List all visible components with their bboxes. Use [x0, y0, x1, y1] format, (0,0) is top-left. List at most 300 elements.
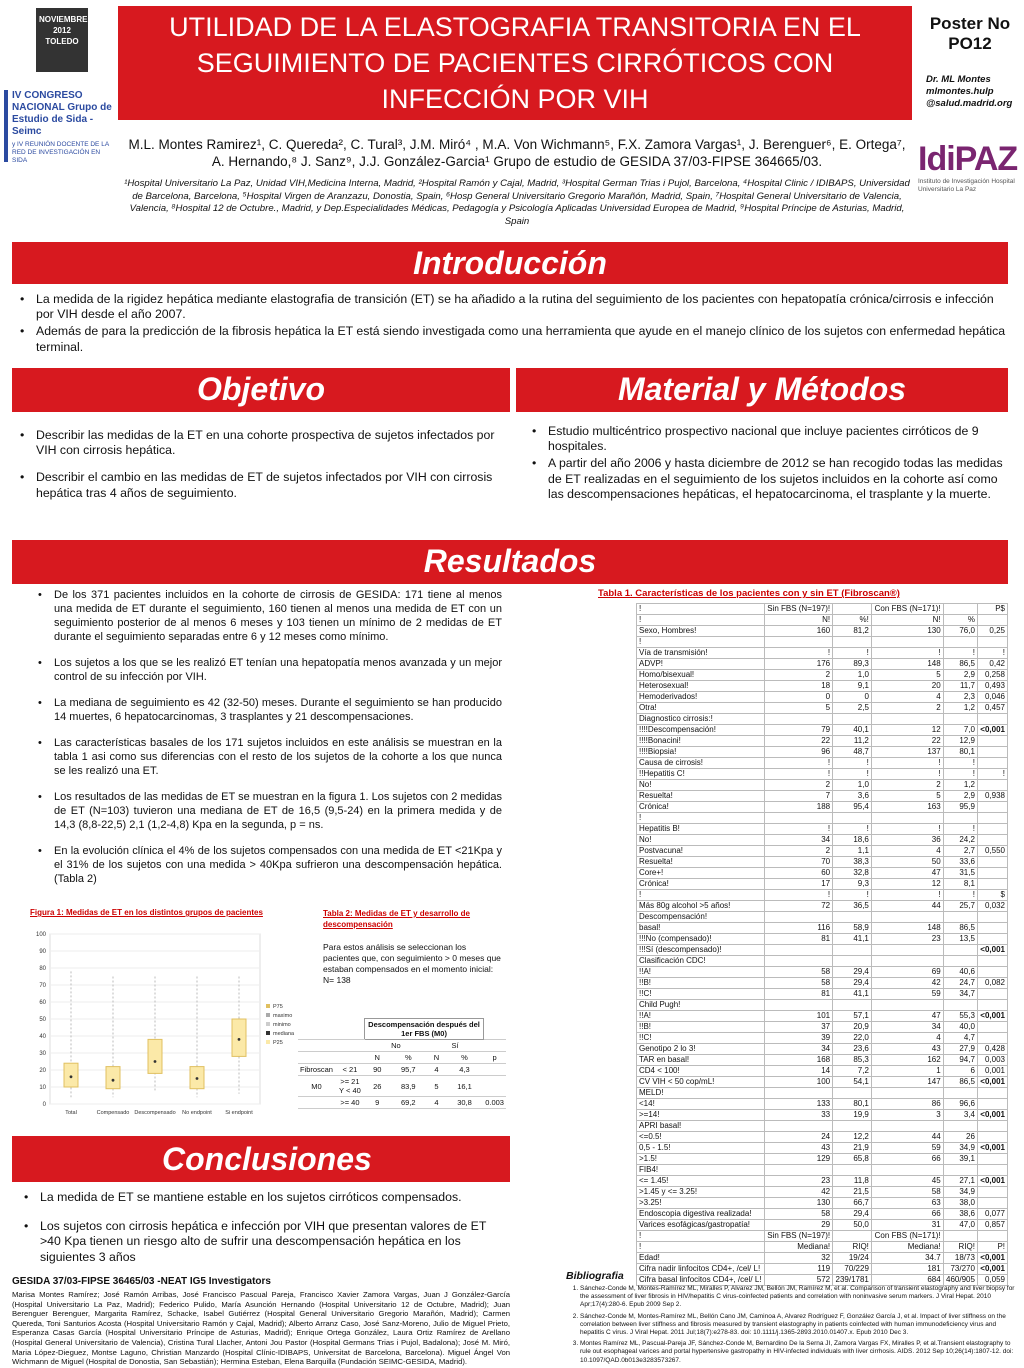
table1-cell: 41,1	[833, 989, 872, 1000]
table1-cell	[977, 967, 1007, 978]
table1-row	[637, 791, 1008, 802]
table1-cell: Hemoderivados!	[637, 692, 765, 703]
table1-cell: !	[833, 769, 872, 780]
table1-cell	[977, 780, 1007, 791]
table1-cell: 38,0	[943, 1198, 977, 1209]
table1-row	[637, 1209, 1008, 1220]
table1-row	[637, 769, 1008, 780]
table1-cell: Diagnostico cirrosis:!	[637, 714, 765, 725]
table1-row	[637, 956, 1008, 967]
table1-cell: 34,9	[943, 1187, 977, 1198]
table1-cell: Edad!	[637, 1253, 765, 1264]
idipaz-logo	[918, 140, 1018, 194]
table1-cell: 116	[764, 923, 833, 934]
table1-cell	[977, 714, 1007, 725]
table1-cell	[943, 637, 977, 648]
table1-cell	[943, 1165, 977, 1176]
table1-cell	[871, 1000, 943, 1011]
metodos-header: Material y Métodos	[516, 368, 1008, 412]
table1-cell: Varices esofágicas/gastropatía!	[637, 1220, 765, 1231]
table1-cell: 20,9	[833, 1022, 872, 1033]
table1-cell: 54,1	[833, 1077, 872, 1088]
box	[64, 1063, 78, 1087]
idipaz-logo-subtext: Instituto de Investigación Hospital Universitario La Paz	[918, 178, 1015, 193]
table1-cell: !!!!Bonacini!	[637, 736, 765, 747]
table1-title: Tabla 1. Características de los pacientes con y sin ET (Fibroscan®)	[598, 588, 900, 599]
table1-cell: 42	[871, 978, 943, 989]
conclusiones-bullet: • Los sujetos con cirrosis hepática e infección por VIH que presentan valores de ET >40 Kpa tienen un riesgo alto de sufrir una descompensación hepática en los siguientes 3 años	[16, 1219, 508, 1265]
table2-n: N	[427, 1052, 446, 1064]
table1-cell: 5	[871, 670, 943, 681]
table1-row	[637, 747, 1008, 758]
table1-cell: 19/24	[833, 1253, 872, 1264]
table1-cell	[833, 714, 872, 725]
table1-row	[637, 670, 1008, 681]
conclusiones-bullet: • La medida de ET se mantiene estable en los sujetos cirróticos compensados.	[16, 1190, 508, 1205]
congress-logo-subtext: y IV REUNIÓN DOCENTE DE LA RED DE INVESTIGACIÓN EN SIDA	[12, 141, 109, 164]
table1-cell: 168	[764, 1055, 833, 1066]
table1-cell	[977, 615, 1007, 626]
table1-cell: 29,4	[833, 978, 872, 989]
table1-row	[637, 736, 1008, 747]
objetivo-bullet: • Describir las medidas de la ET en una cohorte prospectiva de sujetos infectados por VIH con cirrosis hepática.	[12, 428, 502, 458]
table1-cell: Causa de cirrosis!	[637, 758, 765, 769]
table1-cell: 58,9	[833, 923, 872, 934]
table1-row	[637, 626, 1008, 637]
table1-row	[637, 637, 1008, 648]
table1-cell: 160	[764, 626, 833, 637]
table1-cell	[943, 1121, 977, 1132]
table1-cell: 86,5	[943, 923, 977, 934]
table1-row	[637, 1264, 1008, 1275]
table1-cell: 63	[871, 1198, 943, 1209]
table1-cell: 239/1781	[833, 1275, 872, 1286]
table1-cell: 2	[871, 703, 943, 714]
table1-cell	[977, 1121, 1007, 1132]
figure1-boxplot	[30, 922, 320, 1118]
table1-cell: !	[871, 769, 943, 780]
table1-cell	[977, 857, 1007, 868]
table1-row	[637, 1253, 1008, 1264]
table1-cell	[871, 813, 943, 824]
table1-cell: %!	[833, 615, 872, 626]
table1-cell: 0,059	[977, 1275, 1007, 1286]
table1-row	[637, 1220, 1008, 1231]
table1-row	[637, 824, 1008, 835]
table1-row	[637, 648, 1008, 659]
table1-cell: MELD!	[637, 1088, 765, 1099]
table1-cell: 7,0	[943, 725, 977, 736]
table2-cell: 30,8	[446, 1097, 483, 1109]
table1-row	[637, 945, 1008, 956]
table1-cell: 58	[871, 1187, 943, 1198]
table2-p: p	[483, 1052, 506, 1064]
table1-cell: <0,001	[977, 725, 1007, 736]
table1-cell: 42	[764, 1187, 833, 1198]
table1-cell	[977, 1033, 1007, 1044]
resultados-bullet: • Los sujetos a los que se les realizó ET tenían una hepatopatía menos avanzada y un mejor control de su infección por VIH.	[30, 656, 502, 684]
table1-cell	[764, 714, 833, 725]
table1-cell: 684	[871, 1275, 943, 1286]
table1-cell: 24,7	[943, 978, 977, 989]
table1-row	[637, 978, 1008, 989]
table1-cell	[977, 1088, 1007, 1099]
table1-cell: RIQ!	[833, 1242, 872, 1253]
table1-cell: <0,001	[977, 1176, 1007, 1187]
table1-cell: 24	[764, 1132, 833, 1143]
table1-cell: <0,001	[977, 1143, 1007, 1154]
metodos-list	[524, 424, 1008, 514]
table1-cell	[943, 604, 977, 615]
table1-cell: N!	[764, 615, 833, 626]
x-tick-label: Total	[65, 1110, 77, 1116]
table1-row	[637, 1198, 1008, 1209]
table1-cell: 27,9	[943, 1044, 977, 1055]
table1-cell: 5	[871, 791, 943, 802]
table1-cell	[977, 736, 1007, 747]
table1-row	[637, 1231, 1008, 1242]
table2-cell: < 21	[335, 1064, 365, 1076]
table1-cell: Descompensación!	[637, 912, 765, 923]
y-tick-label: 0	[42, 1102, 46, 1108]
table1-cell: 0,428	[977, 1044, 1007, 1055]
table1-row	[637, 1154, 1008, 1165]
table1-cell: No!	[637, 835, 765, 846]
table1-row	[637, 725, 1008, 736]
table1-cell: Homo/bisexual!	[637, 670, 765, 681]
poster-number: PO12	[948, 34, 992, 53]
table1-cell: 94,7	[943, 1055, 977, 1066]
table1-cell: <= 1.45!	[637, 1176, 765, 1187]
table1-cell	[871, 1165, 943, 1176]
table1-cell: >=14!	[637, 1110, 765, 1121]
table1-cell	[977, 989, 1007, 1000]
table1-cell: 40,6	[943, 967, 977, 978]
table1-cell: 37	[764, 1022, 833, 1033]
table1-cell: !	[764, 890, 833, 901]
intro-bullet: • Además de para la predicción de la fibrosis hepática la ET está siendo investigada como una herramienta que ayude en el manejo clínico de los sujetos con enfermedad hepática terminal.	[12, 324, 1008, 354]
conclusiones-header: Conclusiones	[12, 1136, 510, 1182]
table2-cell: 5	[427, 1076, 446, 1097]
table1-cell: 70	[764, 857, 833, 868]
table1-cell: !	[833, 648, 872, 659]
table1-cell: Core+!	[637, 868, 765, 879]
table1-cell	[871, 912, 943, 923]
table1-row	[637, 1187, 1008, 1198]
table1-cell: 148	[871, 659, 943, 670]
table1-cell: Mediana!	[764, 1242, 833, 1253]
legend-swatch	[266, 1031, 270, 1035]
table1-cell: >1.5!	[637, 1154, 765, 1165]
table1-cell: !	[637, 604, 765, 615]
table1-cell: 39,1	[943, 1154, 977, 1165]
table1-cell	[977, 1231, 1007, 1242]
conclusiones-list	[16, 1190, 508, 1269]
table1-cell: 4,7	[943, 1033, 977, 1044]
table1-cell: 34	[871, 1022, 943, 1033]
table1-cell: 38,3	[833, 857, 872, 868]
table1-cell: 12,9	[943, 736, 977, 747]
table1-cell: 1,1	[833, 846, 872, 857]
table1-row	[637, 758, 1008, 769]
table1-cell: 163	[871, 802, 943, 813]
table1-cell: 460/905	[943, 1275, 977, 1286]
table1-row	[637, 703, 1008, 714]
table1-cell: Sin FBS (N=197)!	[764, 1231, 833, 1242]
box	[232, 1019, 246, 1056]
table1-cell: 119	[764, 1264, 833, 1275]
table2-cell: >= 21 Y < 40	[335, 1076, 365, 1097]
table1-cell: 72	[764, 901, 833, 912]
table1-cell: Sin FBS (N=197)!	[764, 604, 833, 615]
table1-cell: !	[871, 824, 943, 835]
title-banner	[118, 6, 912, 120]
table1-cell: Hepatitis B!	[637, 824, 765, 835]
table2-cell: 4	[427, 1064, 446, 1076]
table1-cell: <0,001	[977, 1077, 1007, 1088]
table1-cell	[977, 1022, 1007, 1033]
table1-cell: !	[833, 824, 872, 835]
table1-cell	[833, 1231, 872, 1242]
y-tick-label: 40	[39, 1034, 46, 1040]
table2-cell: 4	[427, 1097, 446, 1109]
table1-cell: !	[764, 648, 833, 659]
table1-cell: !	[637, 1231, 765, 1242]
table1-cell: 23	[764, 1176, 833, 1187]
table1-cell: !	[637, 615, 765, 626]
table1-cell: !	[943, 890, 977, 901]
table1-cell: 76,0	[943, 626, 977, 637]
table1-cell: 7	[764, 791, 833, 802]
table1-cell: !	[871, 758, 943, 769]
table1-row	[637, 714, 1008, 725]
table1-cell	[764, 1121, 833, 1132]
table2-text: Para estos análisis se seleccionan los pacientes que, con seguimiento > 0 meses que estaban compensados en el momento inicial: N= 138	[323, 942, 501, 985]
table1-cell: Cifra basal linfocitos CD4+, /cel/ L!	[637, 1275, 765, 1286]
table1-cell: 100	[764, 1077, 833, 1088]
table1-row	[637, 1044, 1008, 1055]
legend-label: minimo	[273, 1022, 291, 1028]
table1-cell: APRI basal!	[637, 1121, 765, 1132]
table1-cell: 58	[764, 1209, 833, 1220]
objetivo-bullet: • Describir el cambio en las medidas de ET de sujetos infectados por VIH con cirrosis hepática tras 4 años de seguimiento.	[12, 470, 502, 500]
table2-cell	[483, 1076, 506, 1097]
table1-row	[637, 802, 1008, 813]
resultados-header: Resultados	[12, 540, 1008, 584]
table1-cell	[943, 714, 977, 725]
table1-cell: P!	[977, 1242, 1007, 1253]
table1-cell: 44	[871, 901, 943, 912]
intro-header: Introducción	[12, 242, 1008, 284]
table1-cell	[764, 945, 833, 956]
table1-cell	[977, 923, 1007, 934]
table2-cell: 90	[365, 1064, 390, 1076]
objetivo-list	[12, 428, 502, 513]
box	[148, 1039, 162, 1073]
table1-cell: 181	[871, 1264, 943, 1275]
bibliografia-list	[570, 1285, 1016, 1368]
table1-cell: 21,5	[833, 1187, 872, 1198]
table1-cell	[833, 813, 872, 824]
table1-row	[637, 1011, 1008, 1022]
table1-cell: 79	[764, 725, 833, 736]
table1-cell: 47	[871, 1011, 943, 1022]
table1-cell: >1.45 y <= 3.25!	[637, 1187, 765, 1198]
table1-cell: 0,550	[977, 846, 1007, 857]
median-mark	[238, 1038, 241, 1041]
table1-cell: 80,1	[943, 747, 977, 758]
table1-cell: 22	[764, 736, 833, 747]
y-tick-label: 30	[39, 1051, 46, 1057]
table2-cell: 83,9	[390, 1076, 427, 1097]
table1-row	[637, 1000, 1008, 1011]
table1-row	[637, 1132, 1008, 1143]
table1-cell: 188	[764, 802, 833, 813]
table1-cell: 32	[764, 1253, 833, 1264]
median-mark	[70, 1075, 73, 1078]
table1-cell	[833, 637, 872, 648]
table1-cell: !!A!	[637, 967, 765, 978]
table1-row	[637, 912, 1008, 923]
congress-logo	[4, 90, 112, 162]
table1-cell: !!Hepatitis C!	[637, 769, 765, 780]
table1-cell	[977, 1000, 1007, 1011]
table1-cell	[764, 1165, 833, 1176]
table1-cell: 3,6	[833, 791, 872, 802]
table1-cell: FIB4!	[637, 1165, 765, 1176]
table1-cell: 4	[871, 846, 943, 857]
legend-label: P75	[273, 1004, 283, 1010]
table1-cell: 0,077	[977, 1209, 1007, 1220]
table1-cell: 2,5	[833, 703, 872, 714]
table1-cell: 23	[871, 934, 943, 945]
table1-cell: 59	[871, 1143, 943, 1154]
median-mark	[196, 1077, 199, 1080]
table1-cell: 65,8	[833, 1154, 872, 1165]
table1-cell: Crónica!	[637, 879, 765, 890]
table1-cell	[871, 714, 943, 725]
table1-cell: Más 80g alcohol >5 años!	[637, 901, 765, 912]
table1-cell: !	[637, 637, 765, 648]
table1-cell: P$	[977, 604, 1007, 615]
investigators-heading: GESIDA 37/03-FIPSE 36465/03 -NEAT IG5 Investigators	[12, 1276, 271, 1287]
table2-head: Descompensación después del 1er FBS (M0)	[365, 1019, 483, 1040]
table1-cell: 47,0	[943, 1220, 977, 1231]
table1-cell: 0,046	[977, 692, 1007, 703]
table1-cell: 1	[871, 1066, 943, 1077]
table1-cell	[977, 758, 1007, 769]
table1-cell: !	[637, 1242, 765, 1253]
table1-cell	[764, 1000, 833, 1011]
table1-cell: 3	[871, 1110, 943, 1121]
table1-cell: 34.7	[871, 1253, 943, 1264]
table1-cell: 96,6	[943, 1099, 977, 1110]
legend-swatch	[266, 1013, 270, 1017]
table1-cell: Resuelta!	[637, 857, 765, 868]
poster-number-box	[918, 14, 1022, 110]
table1-cell: 73/270	[943, 1264, 977, 1275]
table1-cell: 69	[871, 967, 943, 978]
table1-cell: 50	[871, 857, 943, 868]
table1-row	[637, 934, 1008, 945]
table1-cell: 47	[871, 868, 943, 879]
table1-cell: 0,032	[977, 901, 1007, 912]
table1-cell: 137	[871, 747, 943, 758]
table1-cell: 86	[871, 1099, 943, 1110]
table1-cell: Heterosexual!	[637, 681, 765, 692]
table1-cell: 18,6	[833, 835, 872, 846]
table1-cell: 0,493	[977, 681, 1007, 692]
table1-cell: 2,7	[943, 846, 977, 857]
legend-label: P25	[273, 1040, 283, 1046]
table2-col-no: No	[365, 1040, 427, 1052]
table1-row	[637, 890, 1008, 901]
table1-cell: 96	[764, 747, 833, 758]
table1-cell: N!	[871, 615, 943, 626]
table1-cell: 2	[871, 780, 943, 791]
table1-cell: !!B!	[637, 1022, 765, 1033]
table1-cell: Con FBS (N=171)!	[871, 1231, 943, 1242]
table1-cell: 32,8	[833, 868, 872, 879]
table1-cell: !!!No (compensado)!	[637, 934, 765, 945]
table1-row	[637, 615, 1008, 626]
congress-logo-text: IV CONGRESO NACIONAL Grupo de Estudio de Sida - Seimc	[12, 90, 112, 137]
table1-cell: !!A!	[637, 1011, 765, 1022]
table1-cell	[943, 813, 977, 824]
intro-bullet: • La medida de la rigidez hepática mediante elastografia de transición (ET) se ha añadido a la rutina del seguimiento de los pacientes con hepatopatía crónica/cirrosis e infección por VIH desde el año 2007.	[12, 292, 1008, 322]
table1-cell: 129	[764, 1154, 833, 1165]
table1-row	[637, 780, 1008, 791]
table1-cell: 2,9	[943, 670, 977, 681]
table1-cell: $	[977, 890, 1007, 901]
table1-cell: 147	[871, 1077, 943, 1088]
table1-cell: <0,001	[977, 1264, 1007, 1275]
table1-cell: 5	[764, 703, 833, 714]
table1-cell: 0,938	[977, 791, 1007, 802]
resultados-bullet: • En la evolución clínica el 4% de los sujetos compensados con una medida de ET <21Kpa y el 31% de los sujetos con una medida > 40Kpa sufrieron una descompensación hepática. (Tabla 2)	[30, 844, 502, 886]
table1-cell: !	[764, 769, 833, 780]
table1-cell: 1,0	[833, 670, 872, 681]
table1-cell: 9,1	[833, 681, 872, 692]
table1-cell: 20	[871, 681, 943, 692]
y-tick-label: 90	[39, 949, 46, 955]
table1-cell: !	[637, 890, 765, 901]
table1-cell: 12	[871, 725, 943, 736]
table1-row	[637, 1033, 1008, 1044]
table1-cell: 572	[764, 1275, 833, 1286]
table1-cell: 36,5	[833, 901, 872, 912]
table1-row	[637, 868, 1008, 879]
table1-cell: 59	[871, 989, 943, 1000]
table1-cell: 31,5	[943, 868, 977, 879]
table1-cell: 130	[871, 626, 943, 637]
table1-cell	[764, 912, 833, 923]
table1-cell	[833, 604, 872, 615]
table1-cell: !!C!	[637, 989, 765, 1000]
table1-cell: 58	[764, 967, 833, 978]
table1-cell	[977, 1187, 1007, 1198]
table1-cell: 41,1	[833, 934, 872, 945]
metodos-bullet: • A partir del año 2006 y hasta diciembre de 2012 se han recogido todas las medidas de ET realizadas en el seguimiento de los sujetos incluidos en la cohorte así como las descompensaciones hepáticas, el hepatocarcinoma, el trasplante y la muerte.	[524, 456, 1008, 502]
table1-cell: 0,457	[977, 703, 1007, 714]
figure1-title: Figura 1: Medidas de ET en los distintos grupos de pacientes	[30, 908, 263, 917]
table1-cell: 33,6	[943, 857, 977, 868]
poster-label: Poster No	[929, 14, 1011, 33]
table1-cell: 39	[764, 1033, 833, 1044]
table2-cell	[483, 1064, 506, 1076]
table1-cell	[977, 1099, 1007, 1110]
table1-cell: 0,258	[977, 670, 1007, 681]
